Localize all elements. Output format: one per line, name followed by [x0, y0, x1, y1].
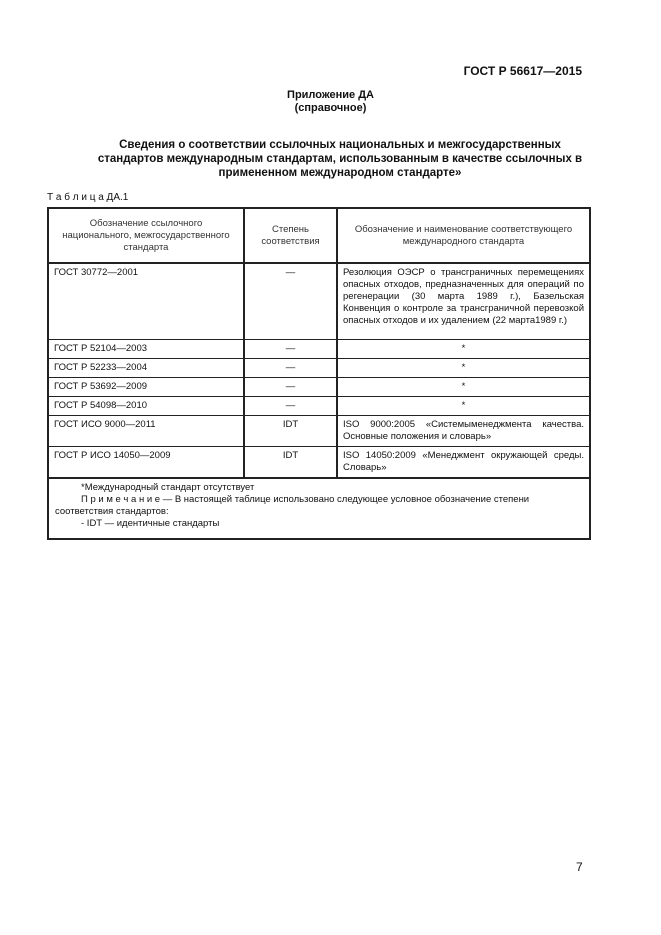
cell-degree: — — [244, 396, 337, 415]
cell-standard: ГОСТ Р 52104—2003 — [48, 339, 244, 358]
section-title: Сведения о соответствии ссылочных национальных и межгосударственных стандартов международным стандартам, использованным в качестве ссылочных в примененном международном стандарте» — [97, 139, 583, 179]
annex-subtitle: (справочное) — [294, 102, 367, 114]
table-footer-row — [48, 478, 590, 539]
cell-international: * — [337, 396, 590, 415]
annex-heading — [0, 89, 661, 115]
standards-table — [47, 207, 591, 540]
table-row — [48, 396, 590, 415]
cell-degree: — — [244, 358, 337, 377]
cell-international: * — [337, 339, 590, 358]
table-notes — [48, 478, 590, 539]
cell-standard: ГОСТ Р 52233—2004 — [48, 358, 244, 377]
cell-international: ISO 9000:2005 «Системыменеджмента качества. Основные положения и словарь» — [337, 415, 590, 446]
document-id: ГОСТ Р 56617—2015 — [463, 64, 582, 78]
cell-international: * — [337, 358, 590, 377]
table-row — [48, 358, 590, 377]
cell-standard: ГОСТ 30772—2001 — [48, 263, 244, 339]
annex-title: Приложение ДА — [287, 89, 374, 101]
table-row — [48, 339, 590, 358]
note: П р и м е ч а н и е — В настоящей таблице использовано следующее условное обозначение степени соответствия стандартов: — [55, 493, 530, 517]
note-item: - IDT — идентичные стандарты — [81, 517, 220, 529]
cell-degree: IDT — [244, 446, 337, 478]
header-cell: Обозначение и наименование соответствующего международного стандарта — [337, 208, 590, 263]
cell-degree: — — [244, 377, 337, 396]
cell-standard: ГОСТ Р 54098—2010 — [48, 396, 244, 415]
table-header-row — [48, 208, 590, 263]
header-cell: Обозначение ссылочного национального, межгосударственного стандарта — [48, 208, 244, 263]
table-row — [48, 263, 590, 339]
table-row — [48, 377, 590, 396]
cell-standard: ГОСТ Р ИСО 14050—2009 — [48, 446, 244, 478]
cell-degree: IDT — [244, 415, 337, 446]
cell-international: ISO 14050:2009 «Менеджмент окружающей среды. Словарь» — [337, 446, 590, 478]
cell-international: * — [337, 377, 590, 396]
cell-international: Резолюция ОЭСР о трансграничных перемещениях опасных отходов, предназначенных для операций по регенерации (30 марта 1989 г.), Базельская Конвенция о контроле за трансграничной перевозкой опасных отходов и их удалением (22 марта1989 г.) — [337, 263, 590, 339]
cell-standard: ГОСТ ИСО 9000—2011 — [48, 415, 244, 446]
header-cell: Степень соответствия — [244, 208, 337, 263]
cell-degree: — — [244, 263, 337, 339]
cell-standard: ГОСТ Р 53692—2009 — [48, 377, 244, 396]
table-label: Т а б л и ц а ДА.1 — [47, 192, 129, 203]
cell-degree: — — [244, 339, 337, 358]
table-row — [48, 415, 590, 446]
table-row — [48, 446, 590, 478]
footnote: *Международный стандарт отсутствует — [81, 481, 255, 493]
page-number: 7 — [576, 860, 583, 874]
